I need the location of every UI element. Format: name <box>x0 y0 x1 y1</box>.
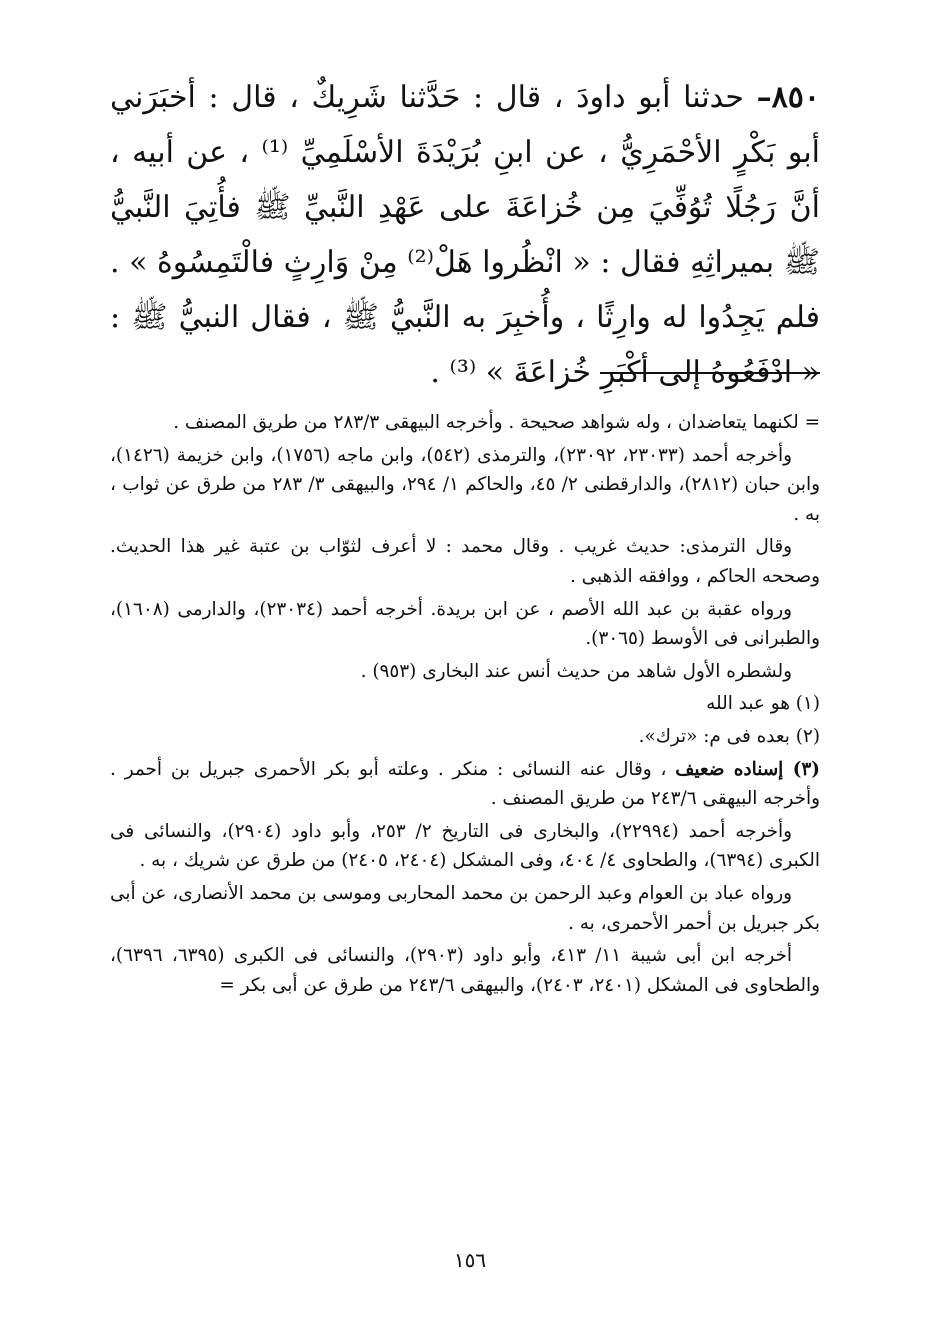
footnote-paragraph <box>110 817 820 876</box>
footnote-text: أخرجه ابن أبى شيبة ١١/ ٤١٣، وأبو داود (٢٩٠٣)، والنسائى فى الكبرى (٦٣٩٥، ٦٣٩٦)، والطحاوى فى المشكل (٢٤٠١، ٢٤٠٣)، والبيهقى ٢٤٣/٦ من طرق عن أبى بكر = <box>110 945 820 996</box>
footnote-text: ، وقال عنه النسائى : منكر . وعلته أبو بكر الأحمرى جبريل بن أحمر . وأخرجه البيهقى ٢٤٣/٦ من طريق المصنف . <box>110 758 820 810</box>
footnote-text: وقال الترمذى: حديث غريب . وقال محمد : لا أعرف لثوّاب بن عتبة غير هذا الحديث. وصححه الحاكم ، ووافقه الذهبى . <box>110 536 820 587</box>
footnote-text: (١) هو عبد الله <box>706 693 820 715</box>
footnote-paragraph <box>110 408 820 438</box>
footnote-paragraph <box>110 689 820 719</box>
hadith-body: حدثنا أبو داودَ ، قال : حَدَّثنا شَرِيكٌ ، قال : أخبَرَني أبو بَكْرٍ الأحْمَرِيُّ ، عن ابنِ بُرَيْدَةَ الأسْلَمِيِّ ⁽¹⁾ ، عن أبيه ، أنَّ رَجُلًا تُوُفِّيَ مِن خُزاعَةَ على عَهْدِ النَّبيِّ ﷺ فأُتِيَ النَّبيُّ ﷺ بميراثِهِ فقال : « انْظُروا هَلْ⁽²⁾ مِنْ وَارِثٍ فالْتَمِسُوهُ » . فلم يَجِدُوا له وارِثًا ، وأُخبِرَ به النَّبيُّ ﷺ ، فقال النبيُّ ﷺ : « ادْفَعُوهُ إلى أكْبَرِ خُزاعَةَ » ⁽³⁾ . <box>110 80 821 390</box>
footnote-paragraph <box>110 441 820 530</box>
footnote-text: ورواه عقبة بن عبد الله الأصم ، عن ابن بريدة. أخرجه أحمد (٢٣٠٣٤)، والدارمى (١٦٠٨)، والطبرانى فى الأوسط (٣٠٦٥). <box>110 598 820 650</box>
footnote-text: (٢) بعده فى م: «ترك». <box>638 725 820 747</box>
footnotes <box>110 408 820 1003</box>
hadith-number: ٨٥٠– <box>756 80 820 115</box>
footnote-text: = لكنهما يتعاضدان ، وله شواهد صحيحة . وأخرجه البيهقى ٢٨٣/٣ من طريق المصنف . <box>173 412 820 433</box>
footnote-paragraph <box>110 657 820 687</box>
footnote-paragraph <box>110 879 820 938</box>
footnote-label: (٣) إسناده ضعيف <box>675 758 820 780</box>
footnote-text: وأخرجه أحمد (٢٣٠٣٣، ٢٣٠٩٢)، والترمذى (٥٤٢)، وابن ماجه (١٧٥٦)، وابن خزيمة (١٤٢٦)، وابن حبان (٢٨١٢)، والدارقطنى ٢/ ٤٥، والحاكم ١/ ٢٩٤، والبيهقى ٣/ ٢٨٣ من طرق عن ثواب ، به . <box>110 444 820 525</box>
footnote-divider <box>600 372 820 374</box>
footnote-paragraph <box>110 755 820 814</box>
footnote-text: ورواه عباد بن العوام وعبد الرحمن بن محمد المحاربى وموسى بن محمد الأنصارى، عن أبى بكر جبريل بن أحمر الأحمرى، به . <box>110 882 820 934</box>
footnote-paragraph <box>110 532 820 591</box>
footnote-text: وأخرجه أحمد (٢٢٩٩٤)، والبخارى فى التاريخ ٢/ ٢٥٣، وأبو داود (٢٩٠٤)، والنسائى فى الكبرى (٦٣٩٤)، والطحاوى ٤/ ٤٠٤، وفى المشكل (٢٤٠٤، ٢٤٠٥) من طرق عن شريك ، به . <box>110 820 820 872</box>
footnote-paragraph <box>110 722 820 752</box>
footnote-paragraph <box>110 941 820 1000</box>
hadith-text <box>110 70 820 400</box>
page-number: ١٥٦ <box>453 1248 487 1272</box>
footnote-paragraph <box>110 595 820 654</box>
footnote-text: ولشطره الأول شاهد من حديث أنس عند البخارى (٩٥٣) . <box>360 660 792 682</box>
